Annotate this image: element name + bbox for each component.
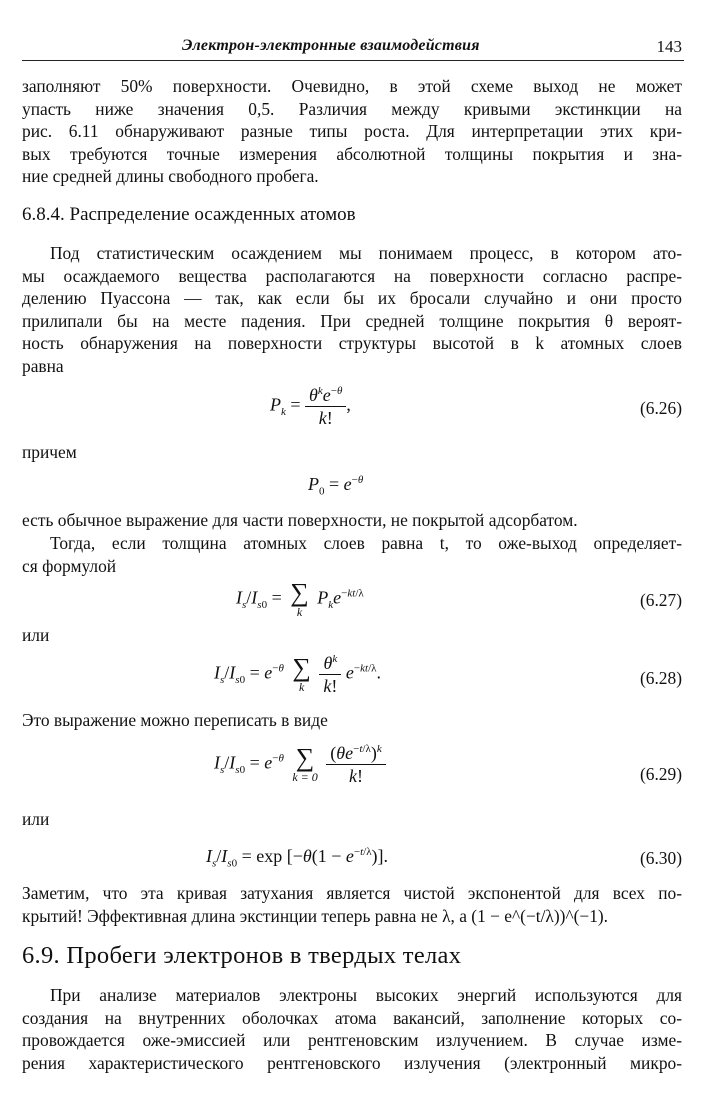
text-line: заполняют 50% поверхности. Очевидно, в этой схеме выход не может — [22, 76, 682, 96]
paragraph-electron-paths — [22, 984, 682, 1074]
formula-6-29: $I_s/I_{s0} = e^{-\theta}$ ∑ k = 0 $\frac{(\theta e^{-t/\lambda})^k}{k!}$ — [214, 742, 386, 787]
equation-number: (6.29) — [639, 764, 682, 784]
text-line: равна — [22, 355, 64, 376]
text-line: ние средней длины свободного пробега. — [22, 166, 319, 187]
section-heading-6-9: 6.9. Пробеги электронов в твердых телах — [22, 942, 462, 969]
text-line: причем — [22, 442, 77, 462]
paragraph-adsorbate — [22, 509, 682, 532]
text-line: ность обнаружения на поверхности структуры высотой в k атомных слоев — [22, 333, 682, 354]
equation-number: (6.30) — [639, 848, 682, 868]
text-line: есть обычное выражение для части поверхности, не покрытой адсорбатом. — [22, 510, 578, 530]
running-head-title: Электрон-электронные взаимодействия — [182, 37, 480, 54]
paragraph-statistical-deposition — [22, 242, 682, 378]
text-line: вых требуются точные измерения абсолютной толщины покрытия и зна- — [22, 143, 682, 164]
text-line: При анализе материалов электроны высоких энергий используются для — [50, 985, 682, 1005]
paragraph-auger-yield — [22, 532, 682, 577]
formula-p0: $P_0 = e^{-\theta}$ — [308, 474, 364, 498]
section-heading-6-8-4: 6.8.4. Распределение осажденных атомов — [22, 204, 356, 225]
text-line: или — [22, 625, 50, 645]
equation-6-29 — [0, 738, 710, 806]
text-line: ся формулой — [22, 555, 117, 576]
text-line: крытий! Эффективная длина экстинции теперь равна не λ, а (1 − e^(−t/λ))^(−1). — [22, 905, 609, 926]
formula-6-30: $I_s/I_{s0} = \exp [-\theta(1 - e^{-t/\lambda})]$. — [206, 846, 389, 870]
text-line: рения характеристического рентгеновского излучения (электронный микро- — [22, 1052, 682, 1073]
equation-number: (6.27) — [639, 590, 682, 610]
text-line: создания на внутренних оболочках атома вакансий, заполнение которых со- — [22, 1007, 682, 1028]
text-line: прилипали бы на месте падения. При средней толщине покрытия θ вероят- — [22, 310, 682, 331]
equation-6-28 — [0, 648, 710, 710]
word-ili-2 — [22, 808, 682, 831]
running-head — [22, 34, 684, 61]
equation-number: (6.28) — [639, 668, 682, 688]
equation-p0 — [0, 472, 710, 502]
text-line: Это выражение можно переписать в виде — [22, 710, 328, 730]
equation-6-26 — [0, 380, 710, 440]
intro-paragraph — [22, 75, 682, 188]
formula-poisson: $P_k$ = $\frac{\theta^ke^{-\theta}}{k!}$ , — [270, 385, 351, 428]
text-line: мы осаждаемого вещества располагаются на поверхности согласно распре- — [22, 265, 682, 286]
text-line: провождается оже-эмиссией или рентгеновским излучением. В случае изме- — [22, 1030, 682, 1051]
page-number: 143 — [656, 37, 682, 56]
text-line: Под статистическим осаждением мы понимаем процесс, в котором ато- — [50, 243, 682, 263]
formula-6-28: $I_s/I_{s0} = e^{-\theta}$ ∑ k $\frac{\theta^k}{k!}$ $e^{-kt/\lambda}$. — [214, 653, 381, 696]
equation-6-30 — [0, 846, 710, 876]
text-line: делению Пуассона — так, как если бы их бросали случайно и они просто — [22, 288, 682, 309]
formula-6-27: $I_s/I_{s0}$ = ∑ k $P_ke^{-kt/\lambda}$ — [236, 578, 364, 619]
word-ili-1 — [22, 624, 682, 647]
equation-6-27 — [0, 578, 710, 630]
equation-number: (6.26) — [639, 398, 682, 418]
paragraph-attenuation — [22, 882, 682, 927]
text-line: рис. 6.11 обнаруживают разные типы роста. Для интерпретации этих кри- — [22, 121, 682, 142]
word-prichem — [22, 441, 682, 464]
text-line: Тогда, если толщина атомных слоев равна t, то оже-выход определяет- — [50, 533, 682, 553]
paragraph-rewrite — [22, 709, 682, 732]
text-line: Заметим, что эта кривая затухания является чистой экспонентой для всех по- — [22, 883, 682, 903]
text-line: или — [22, 809, 50, 829]
text-line: упасть ниже значения 0,5. Различия между кривыми экстинкции на — [22, 98, 682, 119]
